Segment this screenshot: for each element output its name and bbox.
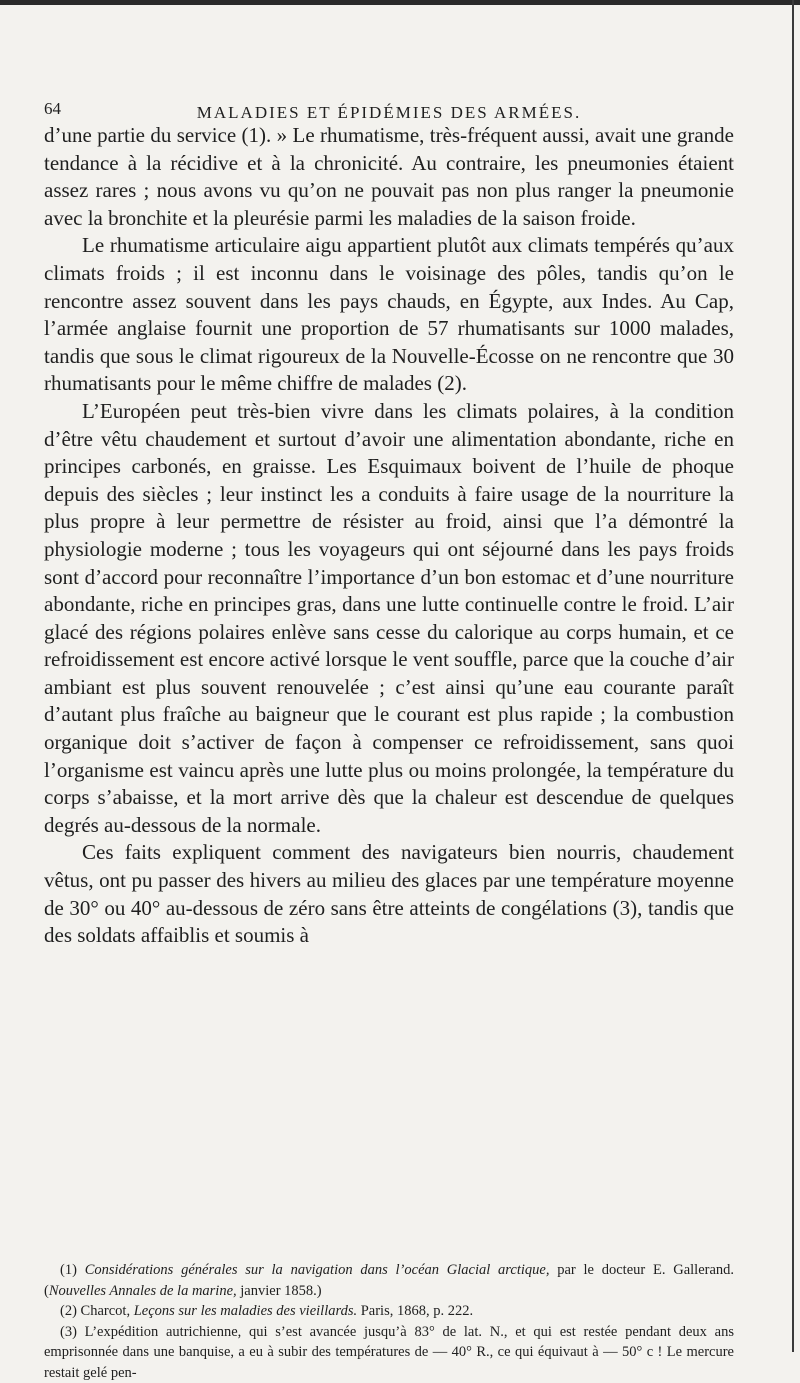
page-number: 64 [44,99,61,119]
paragraph-4: Ces faits expliquent comment des navigateurs bien nourris, chaudement vêtus, ont pu passer des hivers au milieu des glaces par une température moyenne de 30° ou 40° au-dessous de zéro sans être atteints de congélations (3), tandis que des soldats affaiblis et soumis à [44,839,734,949]
footnote-1-mark: (1) [60,1262,77,1278]
footnote-1-rest-b: janvier 1858.) [240,1283,321,1299]
paragraph-1: d’une partie du service (1). » Le rhumatisme, très-fréquent aussi, avait une grande tendance à la récidive et à la chronicité. Au contraire, les pneumonies étaient assez rares ; nous avons vu qu’on ne pouvait pas non plus ranger la pneumonie avec la bronchite et la pleurésie parmi les maladies de la saison froide. [44,122,734,232]
footnote-2-title: Leçons sur les maladies des vieillards. [134,1303,357,1319]
paragraph-2: Le rhumatisme articulaire aigu appartient plutôt aux climats tempérés qu’aux climats froids ; il est inconnu dans le voisinage des pôles, tandis qu’on le rencontre assez souvent dans les pays chauds, en Égypte, aux Indes. Au Cap, l’armée anglaise fournit une proportion de 57 rhumatisants sur 1000 malades, tandis que sous le climat rigoureux de la Nouvelle-Écosse on ne rencontre que 30 rhumatisants pour le même chiffre de malades (2). [44,232,734,398]
footnote-3 [44,1322,734,1383]
footnote-1-title: Considérations générales sur la navigation dans l’océan Glacial arctique, [85,1262,550,1278]
footnote-3-mark: (3) [60,1324,77,1340]
footnote-2-mark: (2) [60,1303,77,1319]
body-text [44,122,734,950]
running-head: MALADIES ET ÉPIDÉMIES DES ARMÉES. [44,103,734,123]
footnote-1-journal: Nouvelles Annales de la marine, [49,1283,237,1299]
paragraph-3: L’Européen peut très-bien vivre dans les climats polaires, à la condition d’être vêtu chaudement et surtout d’avoir une alimentation abondante, riche en principes carbonés, en graisse. Les Esquimaux boivent de l’huile de phoque depuis des siècles ; leur instinct les a conduits à faire usage de la nourriture la plus propre à leur permettre de résister au froid, ainsi que l’a démontré la physiologie moderne ; tous les voyageurs qui ont séjourné dans les pays froids sont d’accord pour reconnaître l’importance d’un bon estomac et d’une nourriture abondante, riche en principes gras, dans une lutte continuelle contre le froid. L’air glacé des régions polaires enlève sans cesse du calorique au corps humain, et ce refroidissement est encore activé lorsque le vent souffle, parce que la couche d’air ambiant est plus souvent renouvelée ; c’est ainsi qu’une eau courante paraît d’autant plus fraîche au baigneur que le courant est plus rapide ; la combustion organique doit s’activer de façon à compenser ce refroidissement, sans quoi l’organisme est vaincu après une lutte plus ou moins prolongée, la température du corps s’abaisse, et la mort arrive dès que la chaleur est descendue de quelques degrés au-dessous de la normale. [44,398,734,840]
footnote-1-rest-a: par le docteur E. Gallerand. ( [44,1262,734,1299]
footnote-1 [44,1260,734,1301]
footnote-2 [44,1301,734,1322]
right-border [792,0,794,1352]
footnote-3-text: L’expédition autrichienne, qui s’est avancée jusqu’à 83° de lat. N., et qui est restée pendant deux ans emprisonnée dans une banquise, a eu à subir des températures de — 40° R., ce qui équivaut à — 50° c ! Le mercure restait gelé pen- [44,1324,734,1381]
top-border [0,0,800,5]
footnotes [44,1260,734,1383]
footnote-2-author: Charcot, [81,1303,131,1319]
footnote-2-rest: Paris, 1868, p. 222. [361,1303,473,1319]
